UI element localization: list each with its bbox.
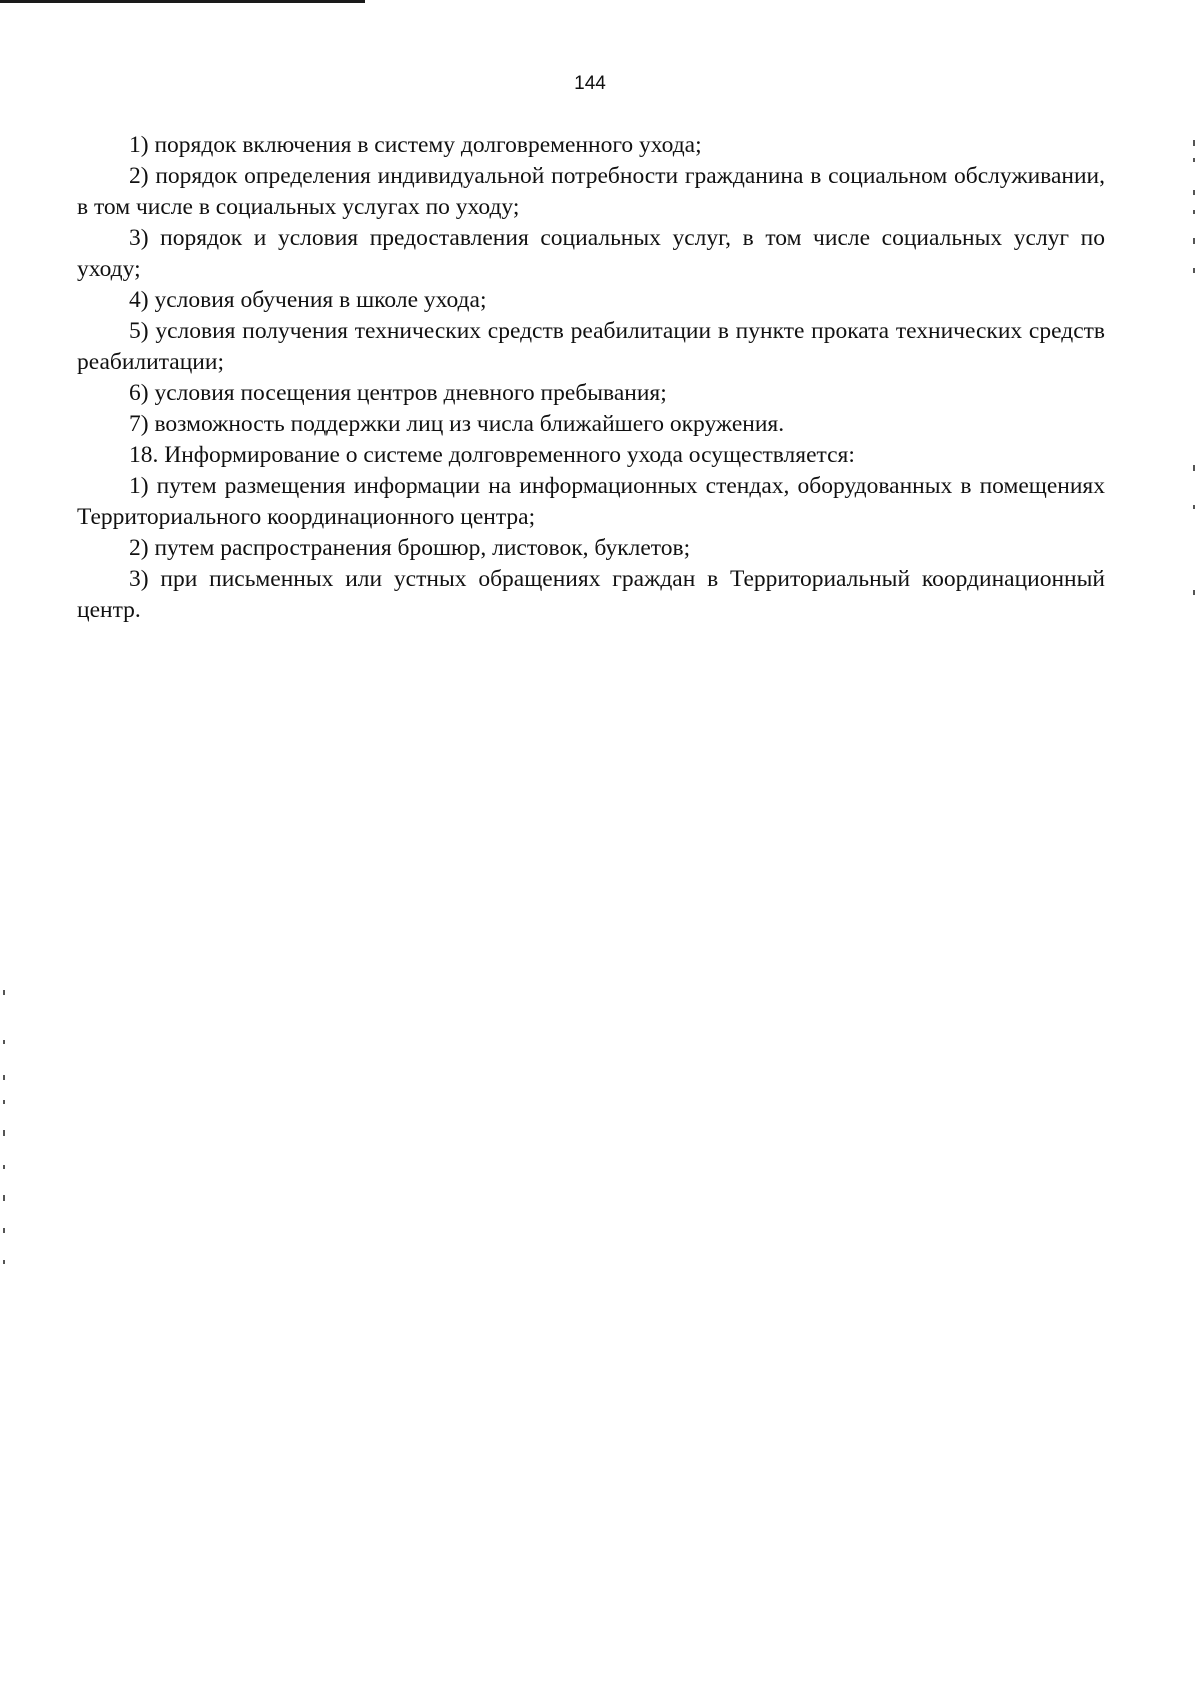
list-item: 1) порядок включения в систему долговременного ухода; (129, 132, 702, 158)
list-item: 3) при письменных или устных обращениях граждан в Территориальный координационный центр. (77, 566, 1105, 623)
top-rule (0, 0, 365, 3)
list-item: 6) условия посещения центров дневного пребывания; (129, 380, 667, 406)
list-item: 7) возможность поддержки лиц из числа ближайшего окружения. (129, 411, 785, 437)
list-item: 2) путем распространения брошюр, листовок, буклетов; (129, 535, 691, 561)
list-item: 5) условия получения технических средств реабилитации в пункте проката технических средств реабилитации; (77, 318, 1105, 375)
list-item: 1) путем размещения информации на информационных стендах, оборудованных в помещениях Территориального координационного центра; (77, 473, 1105, 530)
body-text (77, 130, 1105, 626)
page-number: 144 (574, 73, 606, 94)
list-item: 4) условия обучения в школе ухода; (129, 287, 487, 313)
section-paragraph: 18. Информирование о системе долговременного ухода осуществляется: (129, 442, 855, 468)
list-item: 3) порядок и условия предоставления социальных услуг, в том числе социальных услуг по уходу; (77, 225, 1105, 282)
list-item: 2) порядок определения индивидуальной потребности гражданина в социальном обслуживании, в том числе в социальных услугах по уходу; (77, 163, 1105, 220)
